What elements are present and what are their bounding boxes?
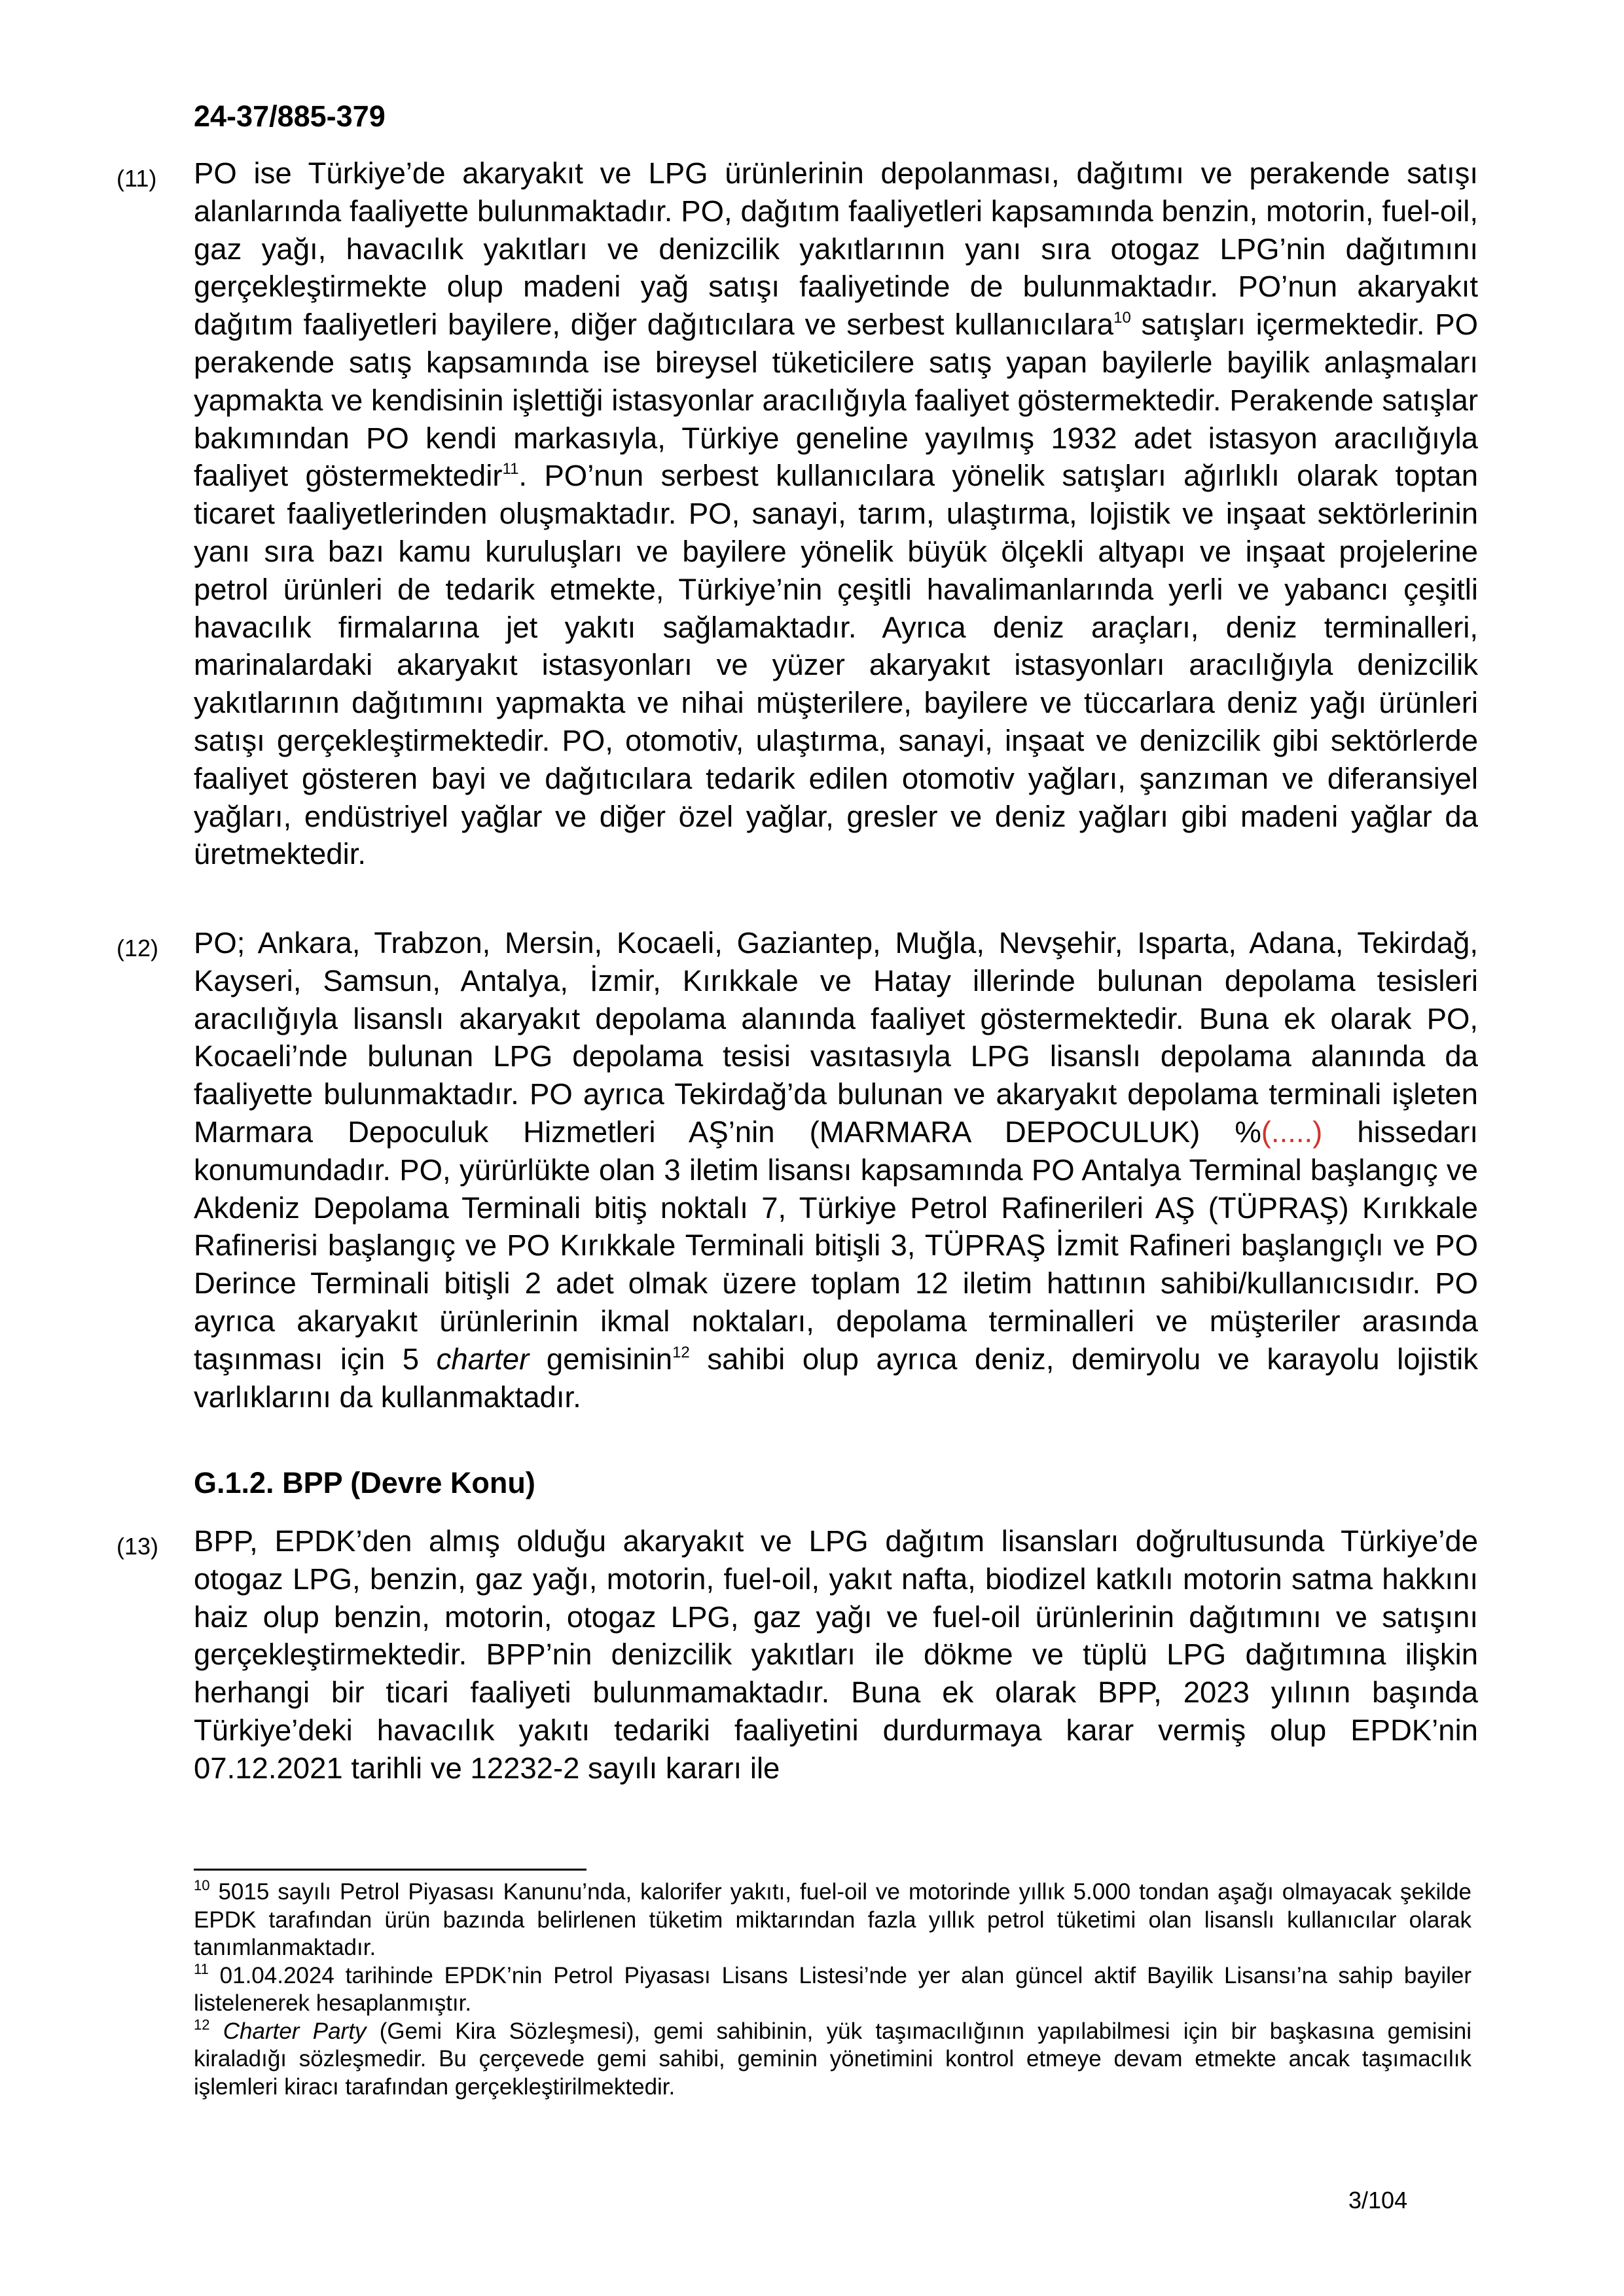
footnote-ref: 10 [1113, 309, 1131, 327]
document-reference-number: 24-37/885-379 [194, 99, 386, 133]
footnote-ref: 11 [502, 460, 519, 478]
paragraph-number: (13) [117, 1533, 159, 1560]
paragraph-text: BPP, EPDK’den almış olduğu akaryakıt ve LPG dağıtım lisansları doğrultusunda Türkiye’de otogaz LPG, benzin, gaz yağı, motorin, fuel-oil, yakıt nafta, biodizel katkılı motorin satma hakkını haiz olup benzin, motorin, otogaz LPG, gaz yağı ve fuel-oil ürünlerinin dağıtımını ve satışını gerçekleştirmektedir. BPP’nin denizcilik yakıtları ile dökme ve tüplü LPG dağıtımına ilişkin herhangi bir ticari faaliyeti bulunmamaktadır. Buna ek olarak BPP, 2023 yılının başında Türkiye’deki havacılık yakıtı tedariki faaliyetini durdurmaya karar vermiş olup EPDK’nin 07.12.2021 tarihli ve 12232-2 sayılı kararı ile [194, 1524, 1478, 1785]
page-number: 3/104 [1348, 2187, 1408, 2214]
paragraph-number: (11) [117, 165, 157, 192]
section-heading: G.1.2. BPP (Devre Konu) [194, 1466, 535, 1499]
footnote-11: $^{11}$ 01.04.2024 tarihinde EPDK’nin Petrol Piyasası Lisans Listesi’nde yer alan güncel aktif Bayilik Lisansı’na sahip bayiler listelenerek hesaplanmıştır. [194, 1960, 1471, 2016]
redacted-value: (.....) [1261, 1115, 1323, 1149]
footnote-ref: 12 [672, 1343, 690, 1361]
paragraph-number: (12) [117, 935, 159, 961]
paragraph-text: PO ise Türkiye’de akaryakıt ve LPG ürünlerinin depolanması, dağıtımı ve perakende satışı alanlarında faaliyette bulunmaktadır. PO, dağıtım faaliyetleri kapsamında benzin, motorin, fuel-oil, gaz yağı, havacılık yakıtları ve denizcilik yakıtlarının yanı sıra otogaz LPG’nin dağıtımını gerçekleştirmekte olup madeni yağ satışı faaliyetinde de bulunmaktadır. PO’nun akaryakıt dağıtım faaliyetleri bayilere, diğer dağıtıcılara ve serbest kullanıcılara$^{10}$ satışları içermektedir. PO perakende satış kapsamında ise bireysel tüketicilere satış yapan bayilerle bayilik anlaşmaları yapmakta ve kendisinin işlettiği istasyonlar aracılığıyla faaliyet göstermektedir. Perakende satışlar bakımından PO kendi markasıyla, Türkiye geneline yayılmış 1932 adet istasyon aracılığıyla faaliyet göstermektedir$^{11}$. PO’nun serbest kullanıcılara yönelik satışları ağırlıklı olarak toptan ticaret faaliyetlerinden oluşmaktadır. PO, sanayi, tarım, ulaştırma, lojistik ve inşaat sektörlerinin yanı sıra bazı kamu kuruluşları ve bayilere yönelik büyük ölçekli altyapı ve inşaat projelerine petrol ürünleri de tedarik etmekte, Türkiye’nin çeşitli havalimanlarında yerli ve yabancı çeşitli havacılık firmalarına jet yakıtı sağlamaktadır. Ayrıca deniz araçları, deniz terminalleri, marinalardaki akaryakıt istasyonları ve yüzer akaryakıt istasyonları aracılığıyla denizcilik yakıtlarının dağıtımını yapmakta ve nihai müşterilere, bayilere ve tüccarlara deniz yağı ürünleri satışı gerçekleştirmektedir. PO, otomotiv, ulaştırma, sanayi, inşaat ve denizcilik gibi sektörlerde faaliyet gösteren bayi ve dağıtıcılara tedarik edilen otomotiv yağları, şanzıman ve diferansiyel yağları, endüstriyel yağlar ve diğer özel yağlar, gresler ve deniz yağları gibi madeni yağlar da üretmektedir. [194, 156, 1478, 871]
paragraph-text: PO; Ankara, Trabzon, Mersin, Kocaeli, Gaziantep, Muğla, Nevşehir, Isparta, Adana, Tekirdağ, Kayseri, Samsun, Antalya, İzmir, Kırıkkale ve Hatay illerinde bulunan depolama tesisleri aracılığıyla lisanslı akaryakıt depolama alanında faaliyet göstermektedir. Buna ek olarak PO, Kocaeli’nde bulunan LPG depolama tesisi vasıtasıyla LPG lisanslı depolama alanında da faaliyette bulunmaktadır. PO ayrıca Tekirdağ’da bulunan ve akaryakıt depolama terminali işleten Marmara Depoculuk Hizmetleri AŞ’nin (MARMARA DEPOCULUK) %(.....) hissedarı konumundadır. PO, yürürlükte olan 3 iletim lisansı kapsamında PO Antalya Terminal başlangıç ve Akdeniz Depolama Terminali bitiş noktalı 7, Türkiye Petrol Rafinerileri AŞ (TÜPRAŞ) Kırıkkale Rafinerisi başlangıç ve PO Kırıkkale Terminali bitişli 3, TÜPRAŞ İzmit Rafineri başlangıçlı ve PO Derince Terminali bitişli 2 adet olmak üzere toplam 12 iletim hattının sahibi/kullanıcısıdır. PO ayrıca akaryakıt ürünlerinin ikmal noktaları, depolama terminalleri ve müşteriler arasında taşınması için 5 charter gemisinin$^{12}$ sahibi olup ayrıca deniz, demiryolu ve karayolu lojistik varlıklarını da kullanmaktadır. [194, 926, 1479, 1414]
footnote-separator [194, 1869, 586, 1871]
footnote-10: $^{10}$ 5015 sayılı Petrol Piyasası Kanunu’nda, kalorifer yakıtı, fuel-oil ve motorinde yıllık 5.000 tondan aşağı olmayacak şekilde EPDK tarafından ürün bazında belirlenen tüketim miktarından fazla yıllık petrol tüketimi olan lisanslı kullanıcılar olarak tanımlanmaktadır. [194, 1877, 1471, 1960]
footnote-12: $^{12}$ Charter Party (Gemi Kira Sözleşmesi), gemi sahibinin, yük taşımacılığının yapılabilmesi için bir başkasına gemisini kiraladığı sözleşmedir. Bu çerçevede gemi sahibi, geminin yönetimini kontrol etmeye devam etmekte ancak taşımacılık işlemleri kiracı tarafından gerçekleştirilmektedir. [194, 2016, 1471, 2100]
footnotes [194, 1878, 1471, 2101]
